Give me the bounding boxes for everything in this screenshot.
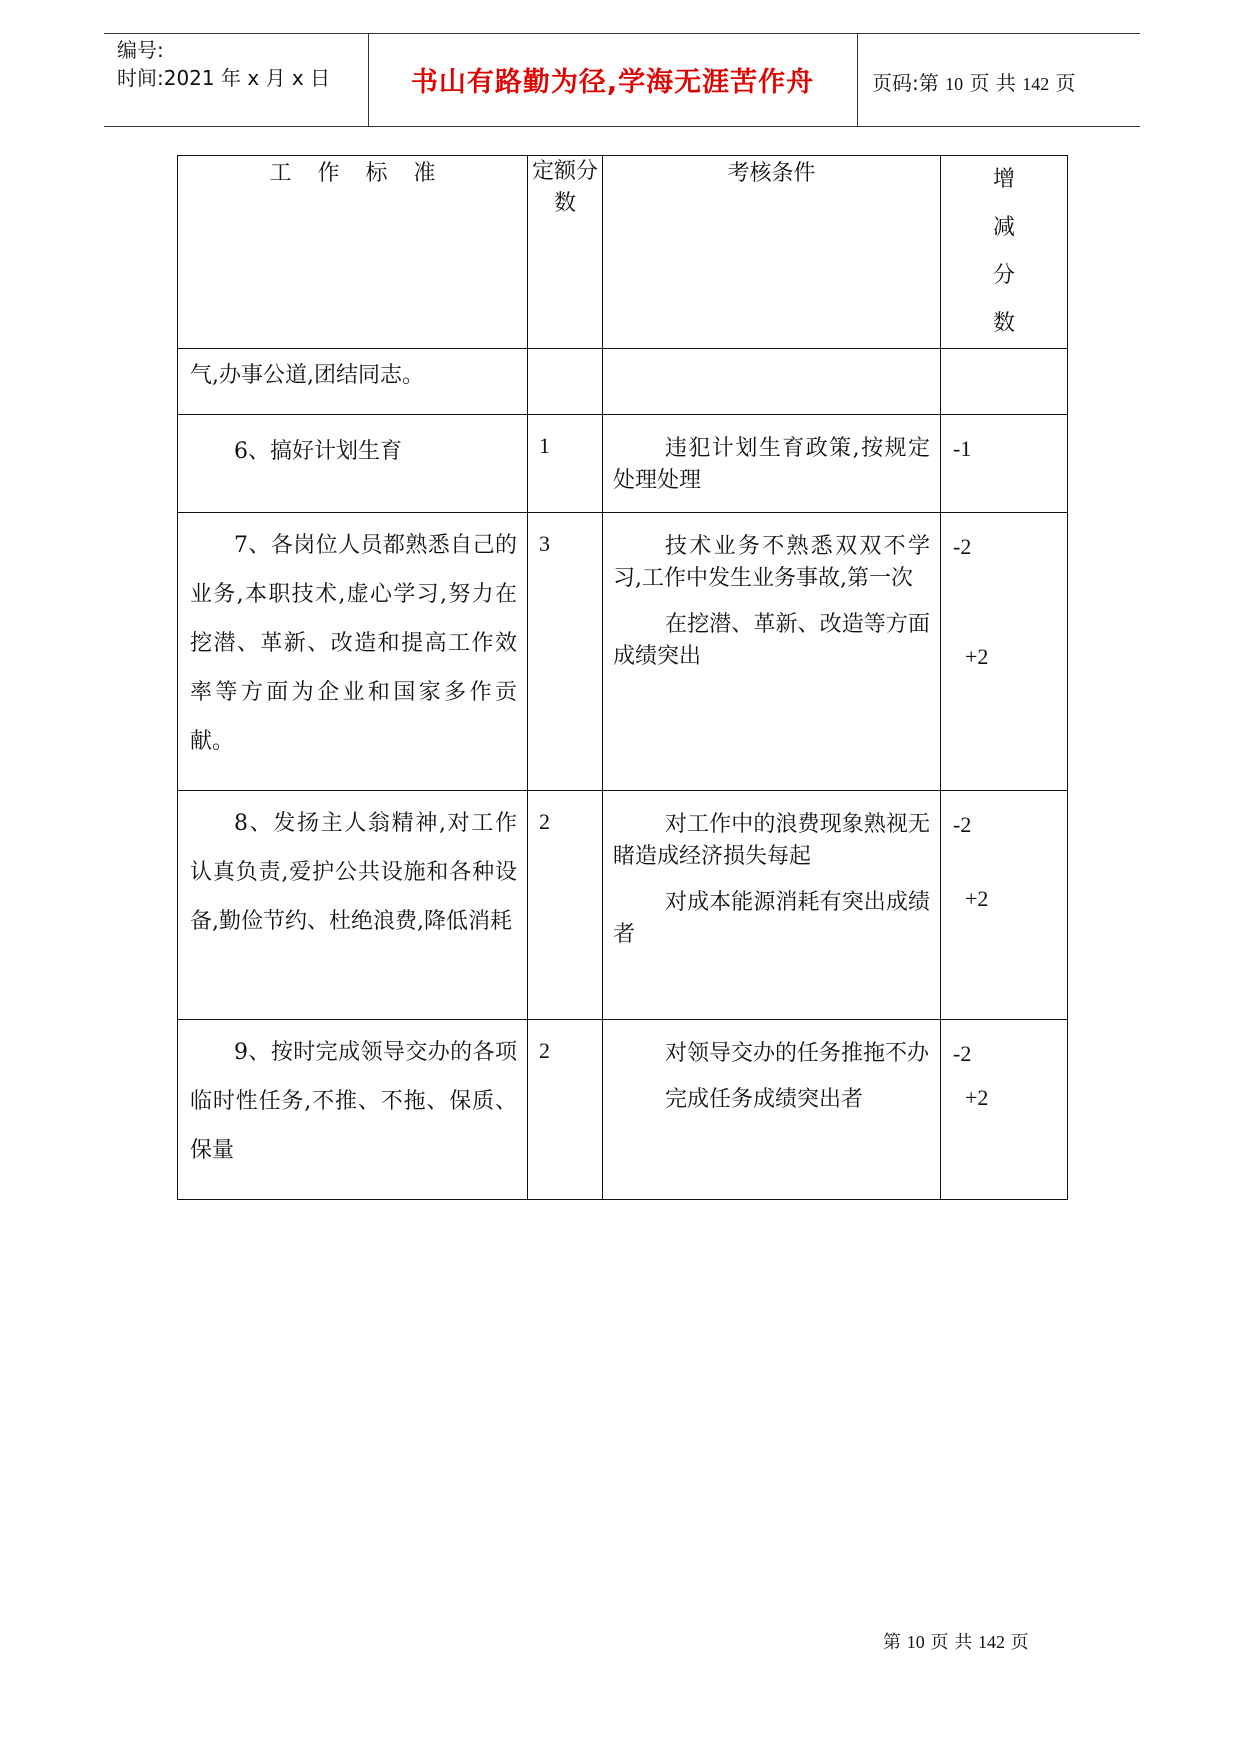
adjust-value: -2: [953, 812, 972, 837]
header-adjust-line1: 增减: [992, 167, 1043, 240]
adjust-value: +2: [965, 886, 989, 911]
page-mid: 页 共: [969, 71, 1016, 95]
adjust-cell: [941, 415, 1068, 513]
quota-cell: 2: [528, 791, 603, 1020]
quota-cell: 3: [528, 513, 603, 791]
adjust-cell: [941, 349, 1068, 415]
standard-cell: 7、各岗位人员都熟悉自己的业务,本职技术,虚心学习,努力在挖潜、革新、改造和提高工作效率等方面为企业和国家多作贡献。: [178, 513, 528, 791]
header-standard: 工作标准: [178, 156, 528, 349]
table-row: [178, 349, 1068, 415]
header-divider-right: [857, 33, 858, 126]
condition-item: 技术业务不熟悉双双不学习,工作中发生业务事故,第一次: [613, 534, 930, 591]
adjust-cell: [941, 513, 1068, 791]
standard-cell: 气,办事公道,团结同志。: [178, 349, 528, 415]
footer-page-indicator: [883, 1628, 1029, 1654]
page-number: 10: [945, 74, 964, 94]
adjust-value: +2: [965, 644, 989, 669]
standard-cell: 6、搞好计划生育: [178, 415, 528, 513]
header-condition: 考核条件: [603, 156, 941, 349]
header-bottom-rule: [104, 126, 1140, 127]
table-row: [178, 513, 1068, 791]
adjust-cell: [941, 1020, 1068, 1200]
condition-item: 对领导交办的任务推拖不办: [665, 1041, 930, 1066]
adjust-value: -2: [953, 534, 972, 559]
condition-item: 对成本能源消耗有突出成绩者: [613, 890, 930, 947]
quota-cell: 1: [528, 415, 603, 513]
table-row: [178, 791, 1068, 1020]
table-header-row: [178, 156, 1068, 349]
condition-cell: [603, 513, 941, 791]
condition-item: 完成任务成绩突出者: [665, 1087, 864, 1112]
serial-label: 编号:: [117, 38, 164, 62]
table-row: [178, 415, 1068, 513]
header-adjust-line2: 分数: [992, 263, 1043, 336]
header-adjust: [941, 156, 1068, 349]
footer-page-total: 142: [977, 1632, 1005, 1652]
footer-mid: 页 共: [930, 1632, 973, 1653]
header-top-rule: [104, 33, 1140, 34]
header-motto: 书山有路勤为径,学海无涯苦作舟: [410, 67, 815, 98]
quota-cell: 2: [528, 1020, 603, 1200]
adjust-value: -2: [953, 1041, 972, 1066]
header-page-indicator: [872, 67, 1076, 96]
footer-prefix: 第: [883, 1632, 901, 1653]
table-row: [178, 1020, 1068, 1200]
time-label: 时间:2021 年 x 月 x 日: [117, 66, 331, 90]
work-standards-table: [177, 155, 1068, 1200]
header-meta: [117, 36, 330, 92]
condition-item: 对工作中的浪费现象熟视无睹造成经济损失每起: [613, 812, 930, 869]
standard-cell: 9、按时完成领导交办的各项临时性任务,不推、不拖、保质、保量: [178, 1020, 528, 1200]
condition-cell: [603, 415, 941, 513]
quota-cell: [528, 349, 603, 415]
condition-item: 违犯计划生育政策,按规定处理处理: [613, 436, 930, 493]
page-total: 142: [1022, 74, 1050, 94]
condition-cell: [603, 791, 941, 1020]
page-prefix: 页码:第: [872, 71, 939, 95]
adjust-cell: [941, 791, 1068, 1020]
footer-suffix: 页: [1010, 1632, 1029, 1653]
condition-cell: [603, 1020, 941, 1200]
standard-cell: 8、发扬主人翁精神,对工作认真负责,爱护公共设施和各种设备,勤俭节约、杜绝浪费,降低消耗: [178, 791, 528, 1020]
adjust-value: +2: [965, 1085, 989, 1110]
page-suffix: 页: [1055, 71, 1076, 95]
condition-cell: [603, 349, 941, 415]
header-quota: 定额分数: [528, 156, 603, 349]
footer-page-number: 10: [906, 1632, 925, 1652]
condition-item: 在挖潜、革新、改造等方面成绩突出: [613, 612, 930, 669]
adjust-value: -1: [953, 436, 972, 461]
